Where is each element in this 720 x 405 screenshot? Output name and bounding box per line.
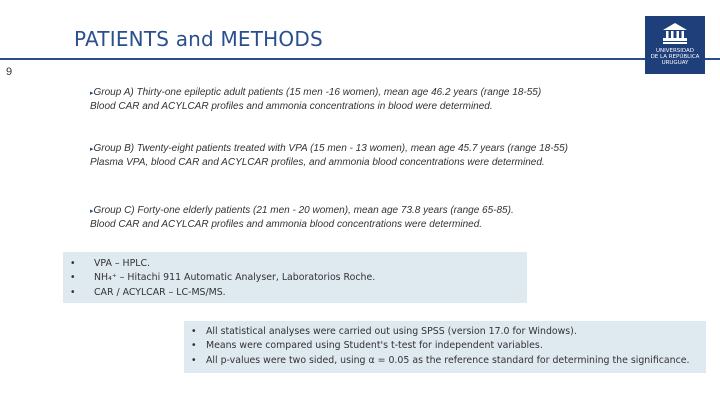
list-item: • All p-values were two sided, using α = 0.05 as the reference standard for determining the significance. (191, 354, 706, 368)
group-b-line1: Group B) Twenty-eight patients treated with VPA (15 men - 13 women), mean age 45.7 years (range 18-55) (93, 143, 569, 154)
triangle-bullet-icon: ▸ (90, 146, 94, 153)
title-divider (0, 58, 720, 60)
list-item: • NH₄⁺ – Hitachi 911 Automatic Analyser, Laboratorios Roche. (70, 271, 527, 285)
methods-box (63, 252, 527, 303)
list-item: • All statistical analyses were carried out using SPSS (version 17.0 for Windows). (191, 325, 706, 339)
group-c-line1: Group C) Forty-one elderly patients (21 men - 20 women), mean age 73.8 years (range 65-85). (93, 205, 514, 216)
triangle-bullet-icon: ▸ (90, 90, 94, 97)
bullet-icon: • (191, 354, 197, 366)
list-item: • VPA – HPLC. (70, 257, 527, 271)
university-logo (645, 16, 705, 74)
bullet-icon: • (70, 286, 76, 298)
group-b-line2: Plasma VPA, blood CAR and ACYLCAR profiles, and ammonia blood concentrations were determined. (90, 157, 545, 168)
bullet-icon: • (70, 272, 76, 284)
group-a-line2: Blood CAR and ACYLCAR profiles and ammonia concentrations in blood were determined. (90, 101, 493, 112)
bullet-icon: • (70, 258, 76, 269)
bullet-icon: • (191, 340, 197, 352)
methods-list (70, 257, 527, 300)
list-item: • CAR / ACYLCAR – LC-MS/MS. (70, 286, 527, 300)
slide-title: PATIENTS and METHODS (74, 27, 323, 51)
statistics-box (184, 321, 706, 373)
bullet-icon: • (191, 326, 197, 337)
triangle-bullet-icon: ▸ (90, 208, 94, 215)
university-seal-icon (660, 22, 690, 46)
group-a-description (90, 86, 541, 113)
slide-number: 9 (6, 66, 13, 78)
group-a-line1: Group A) Thirty-one epileptic adult patients (15 men -16 women), mean age 46.2 years (range 18-55) (93, 87, 542, 98)
group-c-line2: Blood CAR and ACYLCAR profiles and ammonia blood concentrations were determined. (90, 219, 483, 230)
logo-text: UNIVERSIDAD DE LA REPÚBLICA URUGUAY (650, 48, 700, 66)
group-b-description (90, 142, 568, 169)
group-c-description (90, 204, 514, 231)
statistics-list (191, 325, 706, 368)
list-item: • Means were compared using Student's t-test for independent variables. (191, 339, 706, 353)
